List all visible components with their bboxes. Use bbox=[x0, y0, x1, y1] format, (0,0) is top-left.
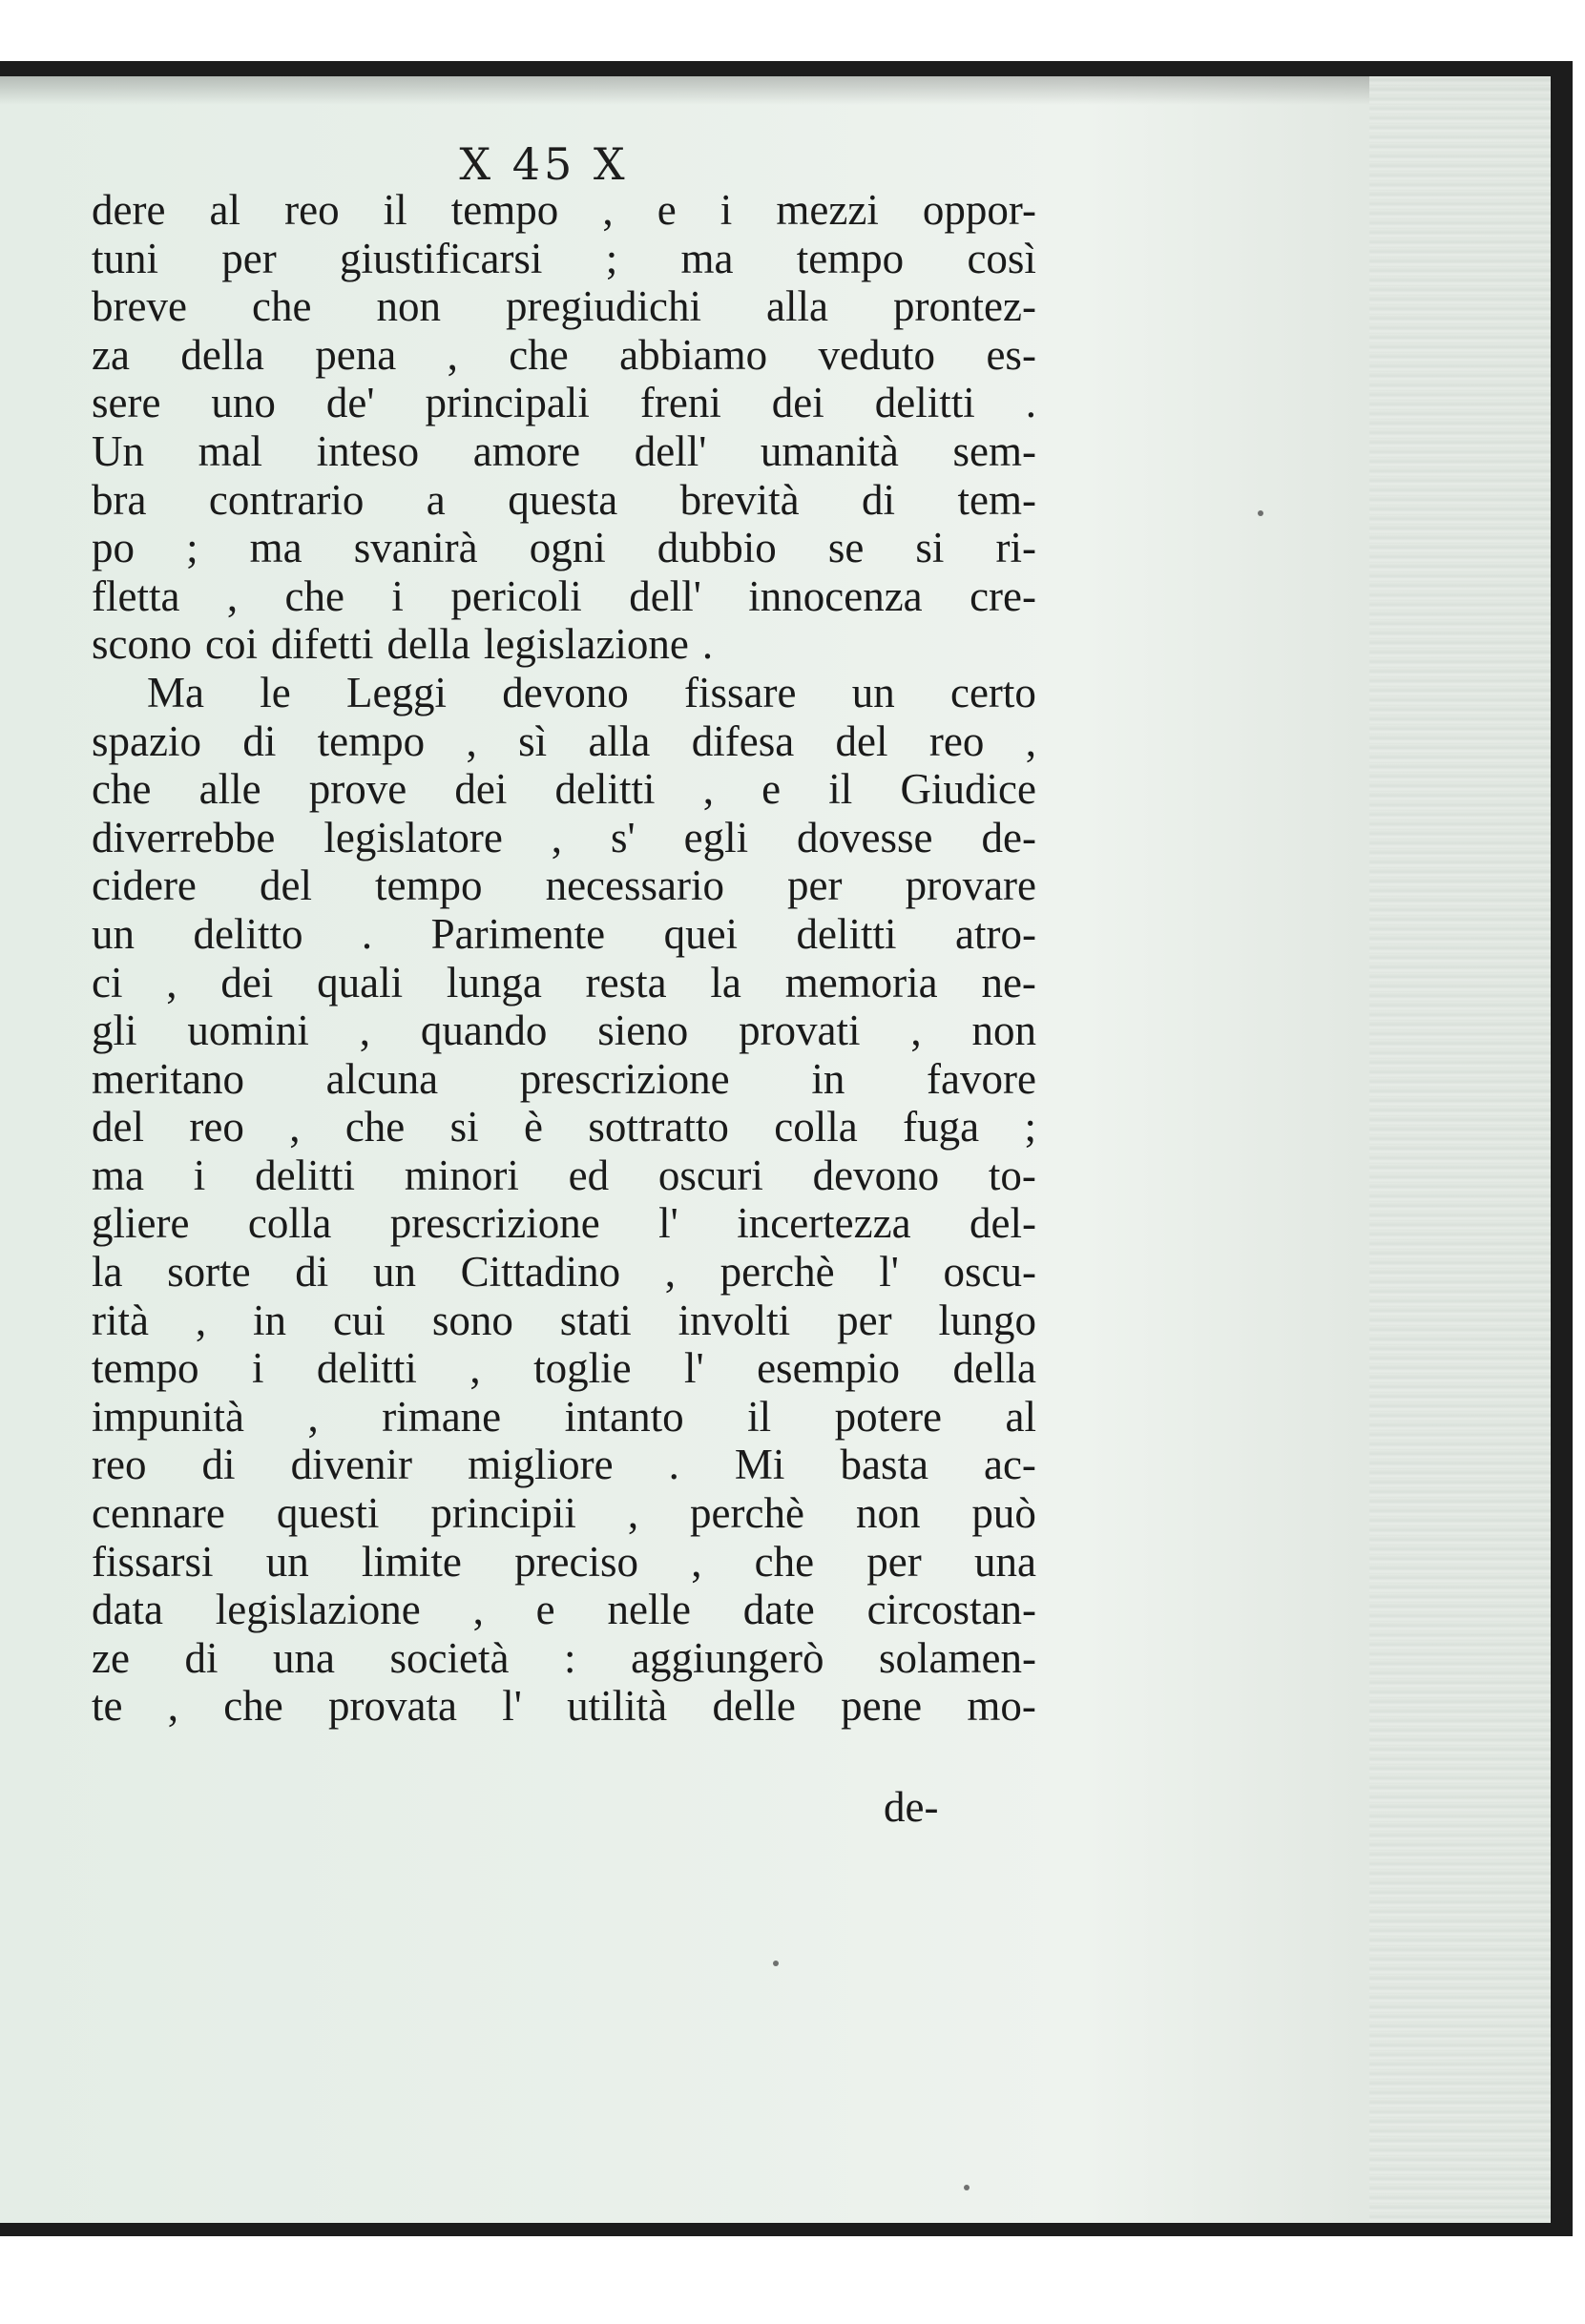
word: il bbox=[828, 765, 853, 814]
catchword: de- bbox=[884, 1783, 939, 1831]
word: un bbox=[92, 909, 135, 958]
word: uno bbox=[211, 379, 276, 427]
word: si bbox=[449, 1103, 479, 1152]
word: un bbox=[265, 1537, 309, 1586]
word: , bbox=[447, 330, 458, 379]
word: gli bbox=[92, 1006, 137, 1055]
word: basta bbox=[840, 1441, 928, 1489]
word: quei bbox=[663, 909, 739, 958]
word: una bbox=[273, 1633, 336, 1682]
text-line bbox=[92, 1199, 1036, 1248]
word: de- bbox=[981, 813, 1036, 861]
text-line bbox=[92, 1634, 1036, 1683]
text-line bbox=[92, 1344, 1036, 1393]
word: ; bbox=[605, 234, 618, 282]
word: Cittadino bbox=[460, 1248, 621, 1297]
word: si bbox=[915, 524, 945, 572]
word: , bbox=[602, 186, 614, 234]
word: certo bbox=[949, 668, 1036, 716]
word: devono bbox=[812, 1151, 940, 1199]
paper-speck bbox=[964, 2185, 970, 2190]
word: della bbox=[180, 330, 264, 379]
text-line bbox=[92, 910, 1036, 959]
word: provati bbox=[739, 1006, 861, 1055]
word: rità bbox=[92, 1296, 149, 1344]
word: intanto bbox=[564, 1392, 684, 1441]
word: oscu- bbox=[943, 1248, 1036, 1297]
word: tempo bbox=[375, 861, 483, 910]
word: ma bbox=[680, 234, 734, 282]
word: sì bbox=[518, 716, 548, 765]
text-line bbox=[92, 1006, 1036, 1055]
text-line bbox=[92, 331, 1036, 380]
word: , bbox=[469, 1344, 481, 1393]
word: ri- bbox=[995, 524, 1036, 572]
word: il bbox=[747, 1392, 772, 1441]
word: che bbox=[92, 765, 152, 814]
word: uomini bbox=[187, 1006, 309, 1055]
word: l' bbox=[658, 1199, 678, 1248]
word: stati bbox=[559, 1296, 632, 1344]
word: legislazione bbox=[483, 620, 689, 669]
word: difetti bbox=[270, 620, 374, 669]
word: innocenza bbox=[748, 571, 923, 620]
word: devono bbox=[502, 668, 629, 716]
text-line bbox=[92, 235, 1036, 283]
word: un bbox=[372, 1248, 416, 1297]
word: sottratto bbox=[588, 1103, 729, 1152]
word: questa bbox=[508, 475, 618, 524]
word: colla bbox=[774, 1103, 858, 1152]
word: incertezza bbox=[737, 1199, 911, 1248]
word: to- bbox=[988, 1151, 1036, 1199]
text-line bbox=[92, 814, 1036, 862]
text-line bbox=[92, 379, 1036, 427]
word: tem- bbox=[957, 475, 1036, 524]
word: quando bbox=[420, 1006, 548, 1055]
word: legislatore bbox=[323, 813, 503, 861]
word: e bbox=[761, 765, 782, 814]
word: se bbox=[827, 524, 865, 572]
paper-speck bbox=[773, 1961, 779, 1966]
text-line bbox=[92, 572, 1036, 621]
word: un bbox=[851, 668, 895, 716]
word: breve bbox=[92, 282, 187, 331]
word: fuga bbox=[903, 1103, 980, 1152]
text-line bbox=[92, 669, 1036, 717]
word: de' bbox=[325, 379, 375, 427]
word: umanità bbox=[760, 426, 899, 475]
word: sere bbox=[92, 379, 161, 427]
word: , bbox=[307, 1392, 319, 1441]
word: delle bbox=[712, 1682, 796, 1731]
word: prescrizione bbox=[519, 1054, 730, 1103]
word: atro- bbox=[954, 909, 1036, 958]
word: pregiudichi bbox=[506, 282, 701, 331]
word: amore bbox=[472, 426, 581, 475]
word: è bbox=[524, 1103, 544, 1152]
word: reo bbox=[189, 1103, 244, 1152]
word: . bbox=[668, 1441, 679, 1489]
word: di bbox=[201, 1441, 236, 1489]
word: questi bbox=[276, 1489, 380, 1538]
word: , bbox=[472, 1586, 484, 1634]
word: te bbox=[92, 1682, 123, 1731]
word: alla bbox=[588, 716, 651, 765]
text-line bbox=[92, 1055, 1036, 1104]
word: dei bbox=[454, 765, 508, 814]
word: mal bbox=[198, 426, 263, 475]
word: Giudice bbox=[900, 765, 1036, 814]
word: pene bbox=[841, 1682, 923, 1731]
word: in bbox=[253, 1296, 287, 1344]
word: del bbox=[259, 861, 312, 910]
word: ; bbox=[1024, 1103, 1036, 1152]
word: tempo bbox=[92, 1344, 199, 1393]
text-line bbox=[92, 524, 1036, 572]
word: necessario bbox=[545, 861, 724, 910]
word: non bbox=[855, 1489, 921, 1538]
word: reo bbox=[284, 186, 340, 234]
word: difesa bbox=[691, 716, 795, 765]
word: cennare bbox=[92, 1489, 225, 1538]
word: , bbox=[167, 1682, 179, 1731]
word: Leggi bbox=[346, 668, 447, 716]
text-line bbox=[92, 1393, 1036, 1442]
word: Un bbox=[92, 426, 144, 475]
word: delitti bbox=[255, 1151, 356, 1199]
word: la bbox=[92, 1248, 123, 1297]
word: fissare bbox=[684, 668, 797, 716]
word: delitti bbox=[796, 909, 897, 958]
word: che bbox=[223, 1682, 283, 1731]
word: date bbox=[742, 1586, 815, 1634]
word: il bbox=[383, 186, 407, 234]
word: tempo bbox=[317, 716, 426, 765]
word: , bbox=[691, 1537, 702, 1586]
word: . bbox=[361, 909, 373, 958]
word: dovesse bbox=[797, 813, 933, 861]
word: del bbox=[835, 716, 888, 765]
word: sem- bbox=[952, 426, 1036, 475]
word: , bbox=[466, 716, 477, 765]
word: esempio bbox=[757, 1344, 901, 1393]
word: minori bbox=[404, 1151, 519, 1199]
word: , bbox=[195, 1296, 207, 1344]
word: meritano bbox=[92, 1054, 244, 1103]
word: involti bbox=[678, 1296, 791, 1344]
word: ed bbox=[568, 1151, 610, 1199]
word: principii bbox=[430, 1489, 576, 1538]
word: impunità bbox=[92, 1392, 244, 1441]
word: diverrebbe bbox=[92, 813, 276, 861]
text-line bbox=[92, 1152, 1036, 1200]
word: lunga bbox=[446, 958, 542, 1006]
word: Ma bbox=[147, 668, 204, 716]
word: , bbox=[664, 1248, 677, 1297]
word: dere bbox=[92, 186, 166, 234]
word: non bbox=[376, 282, 441, 331]
word: perchè bbox=[690, 1489, 804, 1538]
word: migliore bbox=[468, 1441, 614, 1489]
word: gliere bbox=[92, 1199, 190, 1248]
word: a bbox=[426, 475, 446, 524]
word: mezzi bbox=[776, 186, 879, 234]
word: delitti bbox=[874, 379, 975, 427]
word: ma bbox=[92, 1151, 144, 1199]
text-line bbox=[92, 186, 1036, 235]
word: divenir bbox=[290, 1441, 413, 1489]
word: giustificarsi bbox=[339, 234, 543, 282]
word: i bbox=[251, 1344, 264, 1393]
word: oscuri bbox=[657, 1151, 763, 1199]
text-line bbox=[92, 427, 1036, 476]
word: , bbox=[551, 813, 563, 861]
word: ne- bbox=[981, 958, 1036, 1006]
word: data bbox=[92, 1586, 163, 1634]
word: , bbox=[627, 1489, 639, 1538]
word: lungo bbox=[938, 1296, 1036, 1344]
word: mo- bbox=[967, 1682, 1036, 1731]
text-line bbox=[92, 765, 1036, 814]
word: cre- bbox=[970, 571, 1036, 620]
word: provata bbox=[328, 1682, 457, 1731]
word: che bbox=[509, 330, 569, 379]
word: in bbox=[811, 1054, 845, 1103]
text-line bbox=[92, 1297, 1036, 1345]
word: dei bbox=[771, 379, 824, 427]
text-line bbox=[92, 1248, 1036, 1297]
text-line bbox=[92, 861, 1036, 910]
word: reo bbox=[928, 716, 985, 765]
word: una bbox=[973, 1537, 1036, 1586]
word: prescrizione bbox=[389, 1199, 600, 1248]
word: che bbox=[251, 282, 312, 331]
word: circostan- bbox=[866, 1586, 1036, 1634]
word: legislazione bbox=[215, 1586, 421, 1634]
word: ogni bbox=[529, 524, 606, 572]
word: che bbox=[754, 1537, 815, 1586]
word: provare bbox=[905, 861, 1036, 910]
word: dell' bbox=[629, 571, 701, 620]
word: del- bbox=[970, 1199, 1036, 1248]
word: che bbox=[284, 571, 344, 620]
word: utilità bbox=[567, 1682, 668, 1731]
word: i bbox=[720, 186, 733, 234]
word: limite bbox=[361, 1537, 462, 1586]
word: contrario bbox=[208, 475, 365, 524]
word: egli bbox=[683, 813, 749, 861]
word: pericoli bbox=[450, 571, 582, 620]
word: . bbox=[1025, 379, 1036, 427]
word: za bbox=[92, 330, 130, 379]
text-line bbox=[92, 1103, 1036, 1152]
word: delitto bbox=[193, 909, 303, 958]
word: Parimente bbox=[430, 909, 606, 958]
word: dei bbox=[220, 958, 274, 1006]
word: delitti bbox=[316, 1344, 417, 1393]
word: per bbox=[866, 1537, 922, 1586]
word: , bbox=[702, 765, 714, 814]
word: fletta bbox=[92, 571, 180, 620]
word: di bbox=[242, 716, 277, 765]
word: , bbox=[289, 1103, 301, 1152]
word: s' bbox=[611, 813, 636, 861]
word: delitti bbox=[554, 765, 656, 814]
word: i bbox=[391, 571, 404, 620]
word: , bbox=[359, 1006, 370, 1055]
word: principali bbox=[425, 379, 590, 427]
word: solamen- bbox=[879, 1633, 1036, 1682]
word: favore bbox=[927, 1054, 1036, 1103]
word: freni bbox=[639, 379, 721, 427]
word: ci bbox=[92, 958, 123, 1006]
word: alle bbox=[198, 765, 261, 814]
page-top-shadow bbox=[0, 76, 1551, 105]
word: e bbox=[535, 1586, 555, 1634]
text-line bbox=[92, 1682, 1036, 1731]
word: tempo bbox=[450, 186, 559, 234]
word: . bbox=[701, 620, 714, 669]
word: che bbox=[344, 1103, 406, 1152]
word: potere bbox=[834, 1392, 943, 1441]
word: inteso bbox=[316, 426, 420, 475]
word: alcuna bbox=[325, 1054, 439, 1103]
text-line bbox=[92, 1586, 1036, 1634]
body-text bbox=[92, 186, 1036, 1731]
text-line bbox=[92, 717, 1036, 766]
word: la bbox=[710, 958, 741, 1006]
word: perchè bbox=[720, 1248, 835, 1297]
word: cui bbox=[332, 1296, 386, 1344]
word: al bbox=[1005, 1392, 1036, 1441]
word: ac- bbox=[983, 1441, 1036, 1489]
word: memoria bbox=[784, 958, 938, 1006]
word: reo bbox=[92, 1441, 147, 1489]
word: i bbox=[193, 1151, 206, 1199]
word: oppor- bbox=[922, 186, 1036, 234]
word: preciso bbox=[514, 1537, 639, 1586]
word: , bbox=[166, 958, 177, 1006]
word: , bbox=[1025, 716, 1036, 765]
word: prontez- bbox=[893, 282, 1036, 331]
word: ; bbox=[186, 524, 198, 572]
paper-speck bbox=[1258, 510, 1263, 516]
word: brevità bbox=[679, 475, 800, 524]
word: l' bbox=[502, 1682, 522, 1731]
word: l' bbox=[879, 1248, 899, 1297]
word: nelle bbox=[607, 1586, 691, 1634]
word: svanirà bbox=[353, 524, 478, 572]
word: pena bbox=[315, 330, 397, 379]
word: per bbox=[787, 861, 843, 910]
word: bra bbox=[92, 475, 147, 524]
word: quali bbox=[317, 958, 404, 1006]
word: po bbox=[92, 524, 135, 572]
word: della bbox=[386, 620, 470, 669]
word: aggiungerò bbox=[631, 1633, 824, 1682]
word: rimane bbox=[382, 1392, 502, 1441]
word: alla bbox=[766, 282, 828, 331]
word: di bbox=[184, 1633, 219, 1682]
word: al bbox=[209, 186, 241, 234]
word: veduto bbox=[818, 330, 936, 379]
word: abbiamo bbox=[619, 330, 768, 379]
word: scono bbox=[92, 620, 192, 669]
text-line bbox=[92, 959, 1036, 1007]
word: non bbox=[971, 1006, 1036, 1055]
word: , bbox=[226, 571, 239, 620]
word: cidere bbox=[92, 861, 197, 910]
word: resta bbox=[585, 958, 667, 1006]
word: della bbox=[952, 1344, 1036, 1393]
word: colla bbox=[247, 1199, 332, 1248]
word: per bbox=[837, 1296, 892, 1344]
text-line bbox=[92, 476, 1036, 525]
word: Mi bbox=[734, 1441, 785, 1489]
word: sorte bbox=[167, 1248, 251, 1297]
word: ze bbox=[92, 1633, 130, 1682]
word: es- bbox=[986, 330, 1036, 379]
word: coi bbox=[205, 620, 258, 669]
text-line bbox=[92, 1441, 1036, 1489]
word: l' bbox=[684, 1344, 704, 1393]
word: di bbox=[862, 475, 896, 524]
word: dubbio bbox=[657, 524, 777, 572]
text-line bbox=[92, 282, 1036, 331]
word: società bbox=[389, 1633, 510, 1682]
word: , bbox=[910, 1006, 922, 1055]
word: fissarsi bbox=[92, 1537, 214, 1586]
word: può bbox=[971, 1489, 1036, 1538]
page-worn-edge bbox=[1369, 76, 1551, 2223]
word: sieno bbox=[597, 1006, 689, 1055]
word: le bbox=[260, 668, 291, 716]
word: prove bbox=[308, 765, 407, 814]
word: toglie bbox=[533, 1344, 632, 1393]
word: sono bbox=[431, 1296, 513, 1344]
text-line bbox=[92, 620, 1036, 669]
text-line bbox=[92, 1489, 1036, 1538]
word: spazio bbox=[92, 716, 201, 765]
word: tempo bbox=[796, 234, 905, 282]
word: ma bbox=[249, 524, 302, 572]
word: per bbox=[221, 234, 277, 282]
word: : bbox=[564, 1633, 576, 1682]
word: di bbox=[295, 1248, 329, 1297]
word: tuni bbox=[92, 234, 159, 282]
word: così bbox=[967, 234, 1036, 282]
page-number-header: X 45 X bbox=[459, 138, 629, 190]
word: e bbox=[657, 186, 677, 234]
text-line bbox=[92, 1538, 1036, 1587]
word: dell' bbox=[634, 426, 707, 475]
word: del bbox=[92, 1103, 144, 1152]
